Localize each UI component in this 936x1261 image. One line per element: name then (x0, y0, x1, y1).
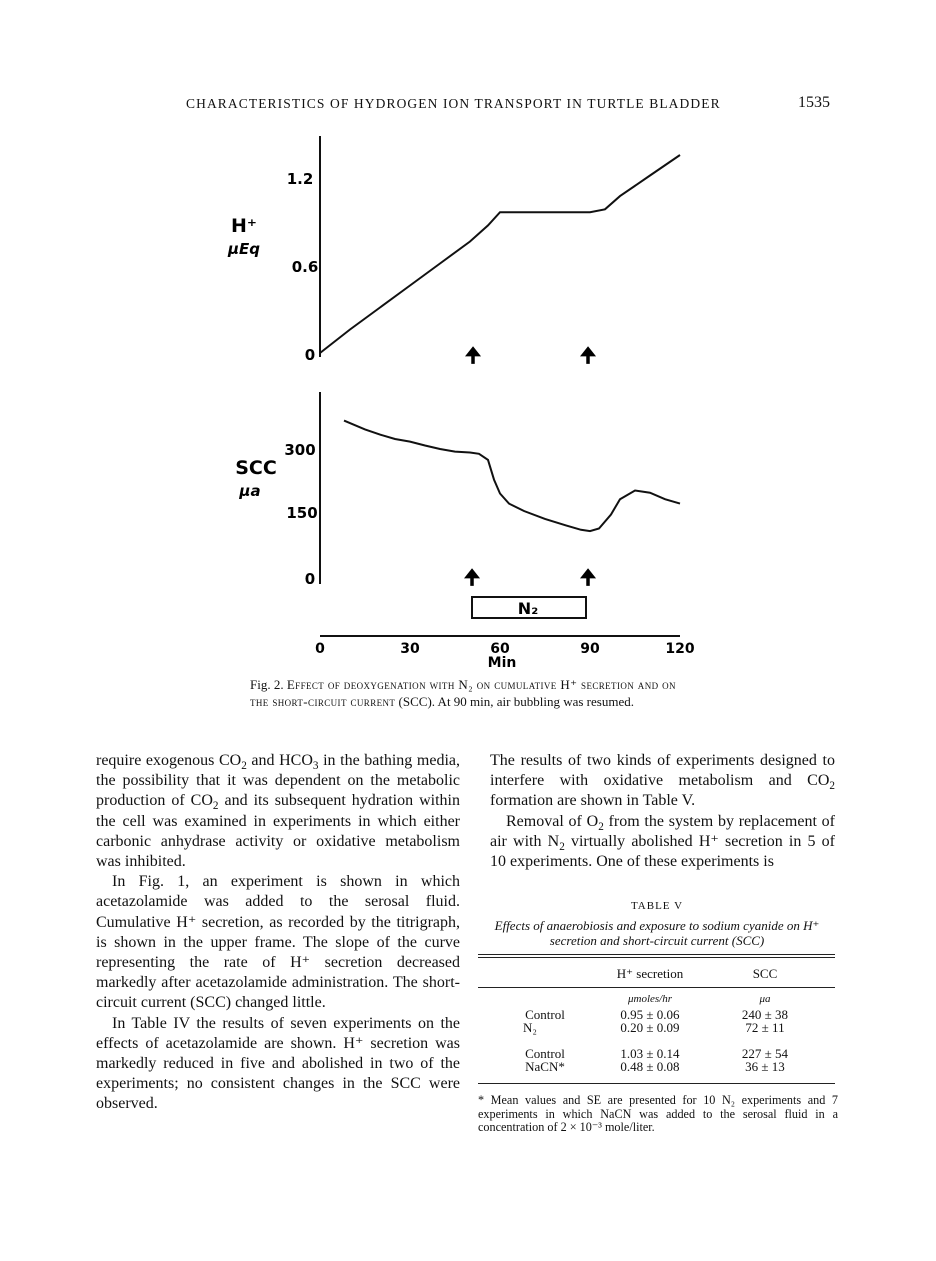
h-secretion-line (320, 155, 680, 353)
unit-h-secretion: μmoles/hr (627, 993, 673, 1005)
left-column (96, 751, 460, 1115)
upper-ytick-0-6: 0.6 (291, 258, 319, 276)
figure-caption (250, 676, 696, 710)
caption-body: Effect of deoxygenation with N₂ on cumulative H⁺ secretion and on the short-circuit current (250, 677, 676, 709)
table-top-rule-2 (478, 957, 835, 958)
x-axis-label: Min (487, 655, 517, 671)
table-footnote: * Mean values and SE are presented for 10 N₂ experiments and 7 experiments in which NaCN was added to the serosal fluid in a concentration of 2 × 10⁻³ mole/liter. (478, 1093, 838, 1134)
left-paragraph-2: In Fig. 1, an experiment is shown in which acetazolamide was added to the serosal fluid. Cumulative H⁺ secretion, as recorded by the titrigraph, is shown in the upper frame. The slope of the curve representing the rate of H⁺ secretion decreased markedly after acetazolamide administration. The short-circuit current (SCC) changed little. (96, 873, 460, 1012)
lower-ytick-300: 300 (284, 441, 316, 459)
header-h-secretion: H⁺ secretion (616, 966, 684, 981)
xtick-30: 30 (400, 641, 420, 657)
lower-arrow-n2-on: 🠉 (463, 565, 481, 589)
upper-arrow-n2-on: 🠉 (464, 343, 482, 367)
table-title: Effects of anaerobiosis and exposure to sodium cyanide on H⁺ secretion and short-circuit current (SCC) (494, 918, 820, 948)
right-paragraph-1: The results of two kinds of experiments designed to interfere with oxidative metabolism and $CO_2$ formation are shown in Table V. (490, 752, 835, 810)
xtick-60: 60 (490, 641, 510, 657)
lower-yunit: μa (239, 482, 261, 500)
left-paragraph-3: In Table IV the results of seven experiments on the effects of acetazolamide are shown. H⁺ secretion was markedly reduced in five and abolished in two of the experiments; no consistent changes in the SCC were observed. (96, 1014, 460, 1113)
lower-ytick-150: 150 (286, 504, 318, 522)
lower-ylabel: SCC (235, 457, 277, 479)
caption-figure-number: Fig. 2. (250, 677, 284, 692)
upper-ytick-0: 0 (304, 346, 316, 364)
upper-yunit: μEq (227, 240, 261, 258)
lower-ytick-0: 0 (304, 570, 316, 588)
right-column (490, 751, 835, 872)
upper-ytick-1-2: 1.2 (286, 170, 314, 188)
unit-scc: μa (759, 993, 771, 1005)
page-number: 1535 (798, 94, 830, 111)
table-top-rule (478, 954, 835, 955)
left-paragraph-1: require exogenous $CO_2$ and $HCO_3$ in the bathing media, the possibility that it was dependent on the metabolic production of $CO_2$ and its subsequent hydration within the cell was examined in experiments in which either carbonic anhydrase activity or oxidative metabolism was inhibited. (96, 752, 460, 871)
lower-arrow-air-on: 🠉 (579, 565, 597, 589)
caption-tail: (SCC). At 90 min, air bubbling was resumed. (395, 694, 634, 709)
upper-arrow-air-on: 🠉 (579, 343, 597, 367)
upper-ylabel: H⁺ (231, 215, 257, 237)
xtick-120: 120 (665, 641, 695, 657)
xtick-90: 90 (580, 641, 600, 657)
right-paragraph-2: Removal of $O_2$ from the system by replacement of air with $N_2$ virtually abolished H⁺ secretion in 5 of 10 experiments. One of these experiments is (490, 812, 835, 871)
table-bottom-rule (478, 1083, 835, 1084)
running-title: CHARACTERISTICS OF HYDROGEN ION TRANSPORT IN TURTLE BLADDER (186, 96, 721, 111)
xtick-0: 0 (315, 641, 325, 657)
scc-line (344, 421, 680, 531)
table-label: TABLE V (630, 900, 684, 912)
header-scc: SCC (752, 966, 778, 981)
table-header-rule (478, 987, 835, 988)
n2-label: N₂ (517, 599, 539, 618)
